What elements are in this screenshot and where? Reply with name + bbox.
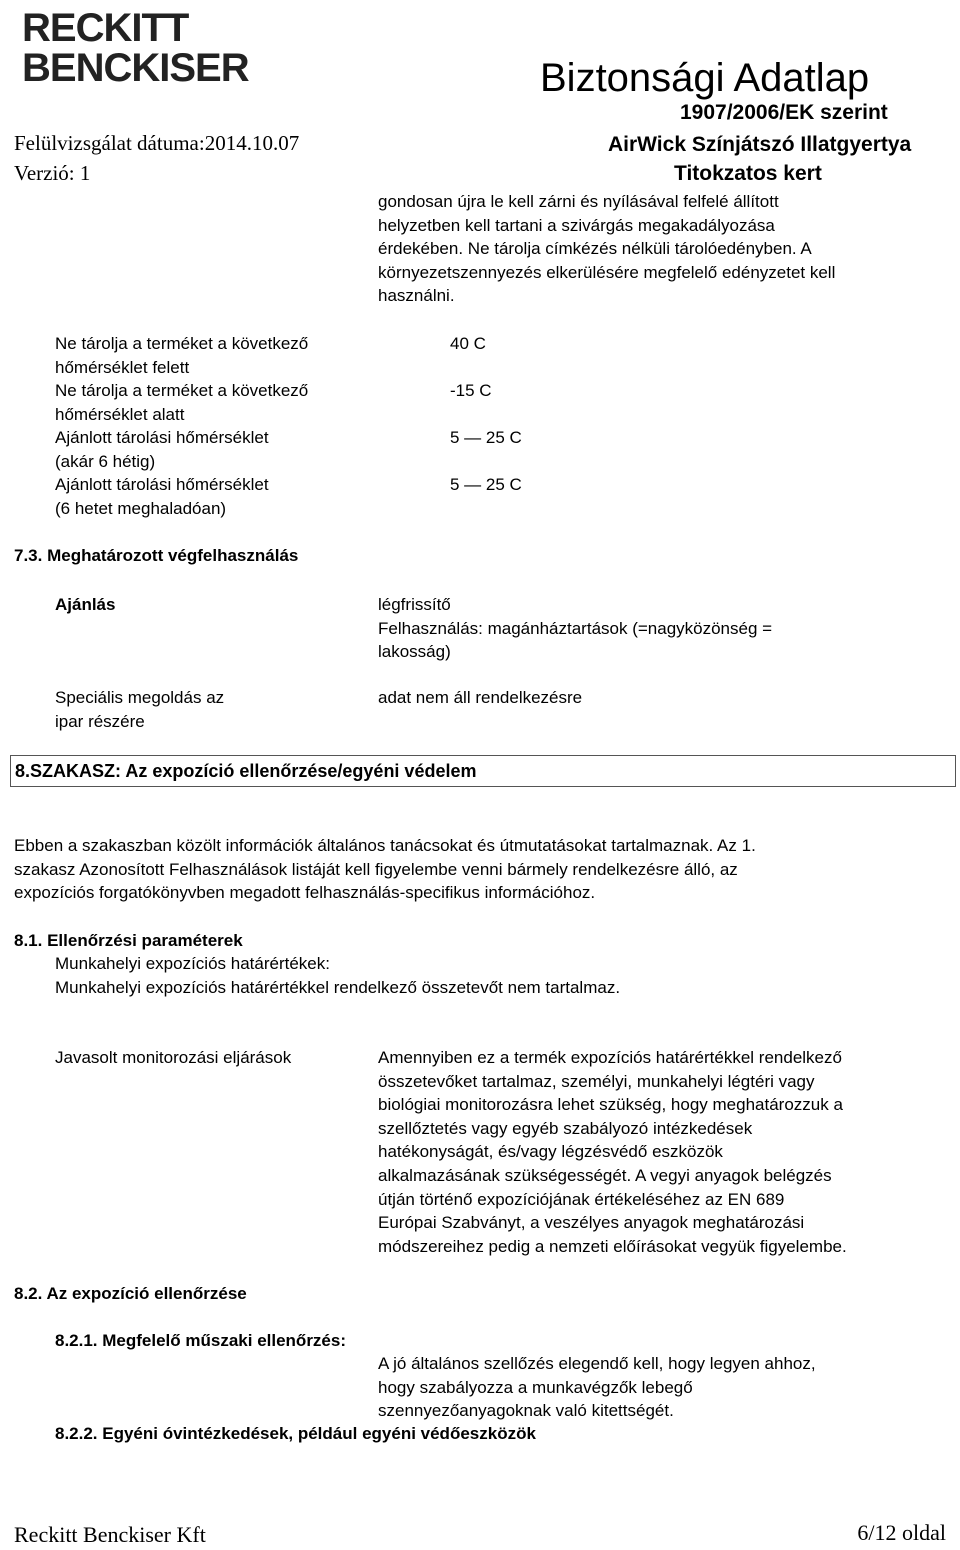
section-8-header-box (10, 755, 956, 787)
storage-label-over-6weeks: Ajánlott tárolási hőmérséklet (6 hetet meghaladóan) (55, 475, 269, 518)
storage-label-6weeks: Ajánlott tárolási hőmérséklet (akár 6 hétig) (55, 428, 269, 471)
version-label: Verzió: 1 (14, 161, 91, 185)
footer-page-number: 6/12 oldal (857, 1520, 946, 1545)
company-logo (22, 8, 262, 93)
recommendation-label: Ajánlás (55, 595, 116, 614)
storage-value-6weeks: 5 — 25 C (450, 428, 522, 447)
storage-label-max: Ne tárolja a terméket a következő hőmérséklet felett (55, 334, 309, 377)
product-name: AirWick Színjátszó Illatgyertya (608, 133, 912, 156)
section-8-2-1-heading: 8.2.1. Megfelelő műszaki ellenőrzés: (55, 1331, 347, 1350)
document-title: Biztonsági Adatlap (540, 56, 870, 100)
storage-label-min: Ne tárolja a terméket a következő hőmérséklet alatt (55, 381, 309, 424)
monitoring-label: Javasolt monitorozási eljárások (55, 1048, 292, 1067)
storage-value-max: 40 C (450, 334, 486, 353)
review-date: Felülvizsgálat dátuma:2014.10.07 (14, 131, 300, 155)
section-7-3-heading: 7.3. Meghatározott végfelhasználás (14, 546, 299, 565)
trade-secret-label: Titokzatos kert (674, 162, 822, 185)
storage-value-over-6weeks: 5 — 25 C (450, 475, 522, 494)
industry-use-label: Speciális megoldás az ipar részére (55, 688, 225, 731)
section-8-heading: 8.SZAKASZ: Az expozíció ellenőrzése/egyéni védelem (15, 761, 477, 781)
storage-continuation-text: gondosan újra le kell zárni és nyílásával felfelé állított helyzetben kell tartani a szivárgás megakadályozása érdekében. Ne tárolja címkézés nélküli tárolóedényben. A környezetszennyezés elkerülésére megfelelő edényzetet kell használni. (378, 192, 836, 306)
monitoring-text: Amennyiben ez a termék expozíciós határértékkel rendelkező összetevőket tartalmaz, személyi, munkahelyi légtéri vagy biológiai monitorozásra lehet szükség, hogy meghatározzuk a szellőztetés vagy egyéb szabályozó intézkedések hatékonyságát, és/vagy légzésvédő eszközök alkalmazásának szükségességét. A vegyi anyagok belégzés útján történő expozíciójának értékeléséhez az EN 689 Európai Szabványt, a veszélyes anyagok meghatározási módszereihez pedig a nemzeti előírásokat vegyük figyelembe. (378, 1048, 847, 1256)
logo-line-2: BENCKISER (22, 46, 249, 90)
logo-line-1: RECKITT (22, 6, 189, 50)
section-8-1-heading: 8.1. Ellenőrzési paraméterek (14, 931, 243, 950)
storage-value-min: -15 C (450, 381, 492, 400)
footer-company: Reckitt Benckiser Kft (14, 1522, 206, 1547)
industry-use-value: adat nem áll rendelkezésre (378, 688, 583, 707)
section-8-1-text: Munkahelyi expozíciós határértékek: Munkahelyi expozíciós határértékkel rendelkező összetevőt nem tartalmaz. (55, 954, 621, 997)
regulation-reference: 1907/2006/EK szerint (680, 101, 888, 124)
recommendation-value: légfrissítő Felhasználás: magánháztartások (=nagyközönség = lakosság) (378, 595, 773, 662)
section-8-2-2-heading: 8.2.2. Egyéni óvintézkedések, például egyéni védőeszközök (55, 1424, 536, 1443)
section-8-intro: Ebben a szakaszban közölt információk általános tanácsokat és útmutatásokat tartalmaznak. Az 1. szakasz Azonosított Felhasználások listáját kell figyelembe venni bármely rendelkezésre álló, az expozíciós forgatókönyvben megadott felhasználás-specifikus információhoz. (14, 836, 756, 903)
section-8-2-1-text: A jó általános szellőzés elegendő kell, hogy legyen ahhoz, hogy szabályozza a munkavégzők lebegő szennyezőanyagoknak való kitettségét. (378, 1354, 816, 1421)
section-8-2-heading: 8.2. Az expozíció ellenőrzése (14, 1284, 247, 1303)
